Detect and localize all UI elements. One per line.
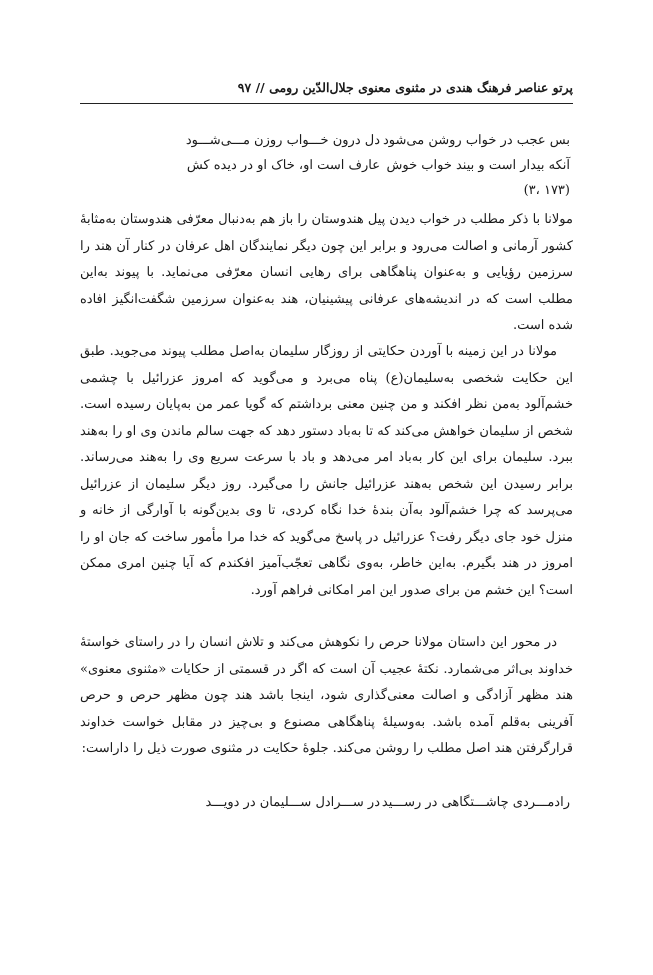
second-hemistich: دل درون خـــواب روزن مـــی‌شـــود xyxy=(185,133,380,148)
verse-reference: (۱۷۳ ،۳) xyxy=(523,183,570,198)
couplet xyxy=(80,128,573,153)
second-hemistich: عارف است او، خاک او در دیده کش xyxy=(186,158,380,173)
verse-block xyxy=(80,128,573,203)
paragraph xyxy=(80,630,573,763)
running-head: پرتو عناصر فرهنگ هندی در مثنوی معنوی جلال‌الدّین رومی // ۹۷ xyxy=(237,80,573,95)
first-hemistich: بس عجب در خواب روشن می‌شود xyxy=(383,133,570,148)
first-hemistich: رادمـــردی چاشـــتگاهی در رســـید xyxy=(381,795,570,810)
paragraph-text: در محور این داستان مولانا حرص را نکوهش می‌کند و تلاش انسان را در راستای خواستهٔ خداوند بی‌اثر می‌شمارد. نکتهٔ عجیب آن است که اگر در قسمتی از حکایات «مثنوی معنوی» هند مظهر آزادگی و اصالت معنی‌گذاری شود، اینجا باشد هند چون مظهر حرص و حرص آفرینی به‌قلم آمده باشد. به‌وسیلهٔ پناهگاهی مصنوع و بی‌چیز در مقابل خواست خداوند قرارگرفتن هند اصل مطلب را روشن می‌کند. جلوهٔ حکایت در مثنوی صورت ذیل را داراست: xyxy=(80,635,573,756)
closing-verse xyxy=(80,790,573,815)
header-rule xyxy=(80,103,573,104)
couplet xyxy=(80,790,573,815)
first-hemistich: آنکه بیدار است و بیند خواب خوش xyxy=(386,158,570,173)
paragraph-text: مولانا با ذکر مطلب در خواب دیدن پیل هندوستان را باز هم به‌دنبال معرّفی هندوستان به‌مثابهٔ کشور آرمانی و اصالت می‌رود و برابر این چون دیگر نمایندگان اهل عرفان در کنار آن هند را سرزمین رؤیایی و به‌عنوان پناهگاهی برای رهایی انسان معرّفی می‌نماید. با پیوند به‌این مطلب است که در اندیشه‌های عرفانی پیشینیان، هند به‌عنوان سرزمین شگفت‌انگیز افاده شده است. xyxy=(80,212,573,333)
second-hemistich: در ســـرادل ســـلیمان در دویـــد xyxy=(205,795,380,810)
paragraph xyxy=(80,207,573,340)
paragraph xyxy=(80,339,573,604)
couplet xyxy=(80,153,573,178)
paragraph-text: مولانا در این زمینه با آوردن حکایتی از روزگار سلیمان به‌اصل مطلب پیوند می‌جوید. طبق این حکایت شخصی به‌سلیمان(ع) پناه می‌برد و می‌گوید که امروز عزرائیل با چشمی خشم‌آلود به‌من نظر افکند و من چنین معنی برداشتم که گویا عمر من به‌پایان رسیده است. شخص از سلیمان خواهش می‌کند که تا به‌باد دستور دهد که جهت سالم ماندن وی او را به‌هند ببرد. سلیمان برای این کار به‌باد امر می‌دهد و باد با سرعت سریع وی را به‌هند می‌رساند. برابر رسیدن این شخص به‌هند عزرائیل جانش را می‌گیرد. روز دیگر سلیمان از عزرائیل می‌پرسد که چرا خشم‌آلود به‌آن بندهٔ خدا نگاه کردی، تا وی بدین‌گونه با آوارگی از خانه و منزل خود جای دیگر رفت؟ عزرائیل در پاسخ می‌گوید که خدا مرا مأمور ساخت که جان او را امروز در هند بگیرم. به‌این خاطر، به‌وی نگاهی تعجّب‌آمیز افکندم که آیا چنین امری ممکن است؟ این خشم من برای صدور این امر امکانی فراهم آورد. xyxy=(80,344,573,598)
